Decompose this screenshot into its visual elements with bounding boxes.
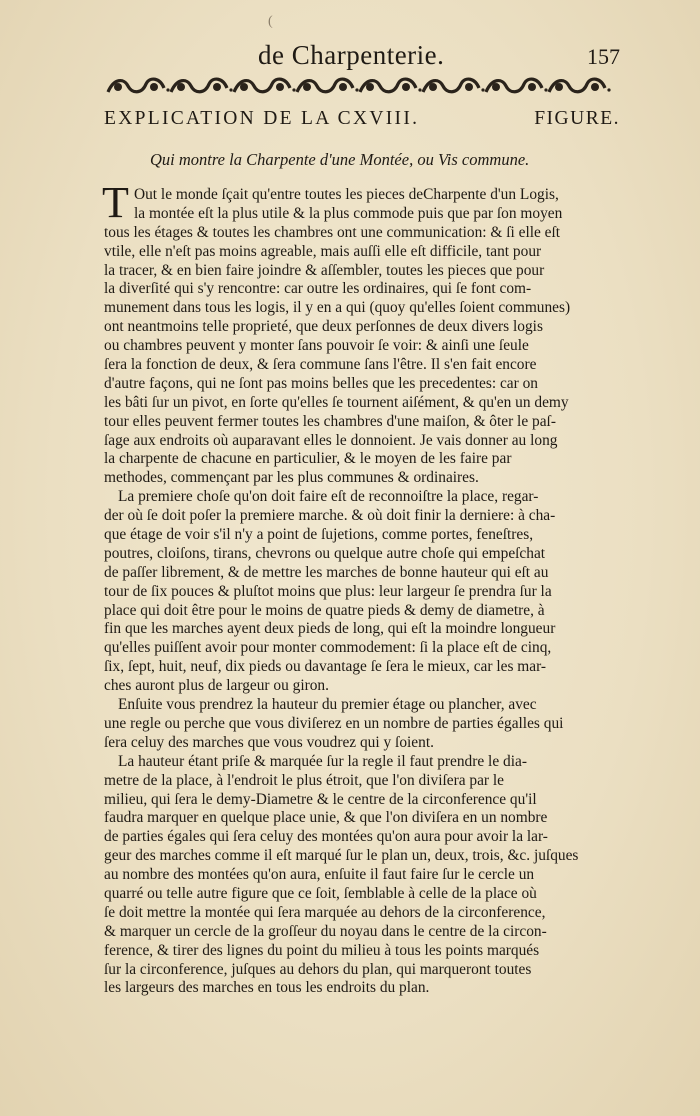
text-line: de parties égales qui ſera celuy des montées qu'on aura pour avoir la lar-	[104, 828, 548, 846]
paragraph	[104, 696, 624, 753]
text-line: la montée eſt la plus utile & la plus commode puis que par ſon moyen	[134, 204, 563, 222]
ornament-motif	[360, 79, 422, 92]
ornament-motif	[108, 79, 170, 92]
text-line: place qui doit être pour le moins de quatre pieds & demy de diametre, à	[104, 601, 545, 619]
ornament-motif	[171, 79, 233, 92]
text-line: qu'elles puiſſent avoir pour monter commodement: ſi la place eſt de cinq,	[104, 639, 552, 657]
page-number: 157	[587, 44, 620, 69]
text-line: Enſuite vous prendrez la hauteur du premier étage ou plancher, avec	[118, 696, 537, 714]
text-line: une regle ou perche que vous diviſerez en un nombre de parties égalles qui	[104, 714, 564, 732]
text-line: milieu, qui ſera le demy-Diametre & le centre de la circonference qu'il	[104, 790, 537, 808]
text-line: vtile, elle n'eſt pas moins agreable, mais auſſi elle eſt difficile, tant pour	[104, 242, 542, 260]
text-line: La hauteur étant priſe & marquée ſur la regle il faut prendre le dia-	[118, 752, 527, 770]
ornament-motif	[297, 79, 359, 92]
text-line: la charpente de chacune en particulier, & le moyen de les faire par	[104, 450, 512, 468]
text-line: la diverſité qui s'y rencontre: car outre les ordinaires, qui ſe font com-	[104, 280, 532, 298]
running-head-title: de Charpenterie.	[258, 40, 445, 70]
section-subtitle: Qui montre la Charpente d'une Montée, ou Vis commune.	[150, 150, 530, 169]
text-line: ſage aux endroits où auparavant elles le donnoient. Je vais donner au long	[104, 431, 558, 449]
text-line: ſur la circonference, juſques au dehors du plan, qui marqueront toutes	[104, 960, 532, 978]
body-text	[102, 178, 624, 998]
text-line: fin que les marches ayent deux pieds de long, qui eſt la moindre longueur	[104, 620, 556, 638]
text-line: tous les étages & toutes les chambres ont une communication: & ſi elle eſt	[104, 223, 561, 241]
text-line: & marquer un cercle de la groſſeur du noyau dans le centre de la circon-	[104, 922, 547, 940]
ornament-motif	[234, 79, 296, 92]
text-line: ont neantmoins telle proprieté, que deux perſonnes de deux divers logis	[104, 318, 543, 336]
figure-title-left: EXPLICATION DE LA CXVIII.	[104, 108, 420, 129]
text-line: ou chambres peuvent y monter ſans pouvoir ſe voir: & ainſi une ſeule	[104, 337, 529, 355]
ornament-motif	[549, 79, 611, 92]
text-line: methodes, commençant par les plus communes & ordinaires.	[104, 469, 479, 487]
text-line: tour de ſix pouces & pluſtot moins que plus: leur largeur ſe prendra ſur la	[104, 582, 552, 600]
text-line: au nombre des montées qu'on aura, enſuite il faut faire ſur le cercle un	[104, 866, 535, 884]
top-margin-mark: (	[268, 14, 273, 29]
ornament-motif	[423, 79, 485, 92]
text-line: de paſſer librement, & de mettre les marches de bonne hauteur qui eſt au	[104, 563, 549, 581]
text-line: ches auront plus de largeur ou giron.	[104, 677, 329, 695]
ornament-motif	[486, 79, 548, 92]
text-line: ſe doit mettre la montée qui ſera marquée au dehors de la circonference,	[104, 903, 546, 921]
text-line: les largeurs des marches en tous les endroits du plan.	[104, 979, 430, 997]
drop-cap: T	[102, 178, 129, 227]
text-line: geur des marches comme il eſt marqué ſur le plan un, deux, trois, &c. juſques	[104, 847, 579, 865]
text-line: ſera la fonction de deux, & ſera commune ſans l'être. Il s'en fait encore	[104, 356, 537, 374]
figure-title-right: FIGURE.	[534, 108, 620, 129]
figure-title	[104, 108, 620, 130]
text-line: der où ſe doit poſer la premiere marche. & où doit finir la derniere: à cha-	[104, 507, 556, 525]
paragraph	[104, 186, 624, 488]
text-line: la tracer, & en bien faire joindre & aſſembler, toutes les pieces que pour	[104, 261, 545, 279]
paragraph	[104, 488, 624, 696]
text-line: metre de la place, à l'endroit le plus étroit, que l'on diviſera par le	[104, 771, 504, 789]
text-line: quarré ou telle autre figure que ce ſoit, ſemblable à celle de la place où	[104, 884, 537, 902]
text-line: La premiere choſe qu'on doit faire eſt de reconnoiſtre la place, regar-	[118, 488, 539, 506]
text-line: ference, & tirer des lignes du point du milieu à tous les points marqués	[104, 941, 540, 959]
decorative-band-ornament	[104, 74, 614, 100]
text-line: Out le monde ſçait qu'entre toutes les pieces deCharpente d'un Logis,	[134, 186, 559, 203]
text-line: ſix, ſept, huit, neuf, dix pieds ou davantage ſe ſera le mieux, car les mar-	[104, 658, 547, 676]
text-line: les bâti ſur un pivot, en ſorte qu'elles ſe tournent aiſément, & qu'en un demy	[104, 393, 569, 411]
text-line: que étage de voir s'il n'y a point de ſujetions, comme portes, feneſtres,	[104, 526, 534, 544]
paragraph	[104, 753, 624, 999]
text-line: ſera celuy des marches que vous voudrez qui y ſoient.	[104, 733, 434, 751]
text-line: faudra marquer en quelque place unie, & que l'on diviſera en un nombre	[104, 809, 548, 827]
text-line: d'autre façons, qui ne ſont pas moins belles que les precedentes: car on	[104, 374, 538, 392]
running-head	[100, 40, 620, 74]
text-line: tour elles peuvent fermer toutes les chambres d'une maiſon, & ôter le paſ-	[104, 412, 556, 430]
text-line: poutres, cloiſons, tirans, chevrons ou quelque autre choſe qui empeſchat	[104, 544, 546, 562]
text-line: munement dans tous les logis, il y en a qui (quoy qu'elles ſoient communes)	[104, 299, 571, 317]
